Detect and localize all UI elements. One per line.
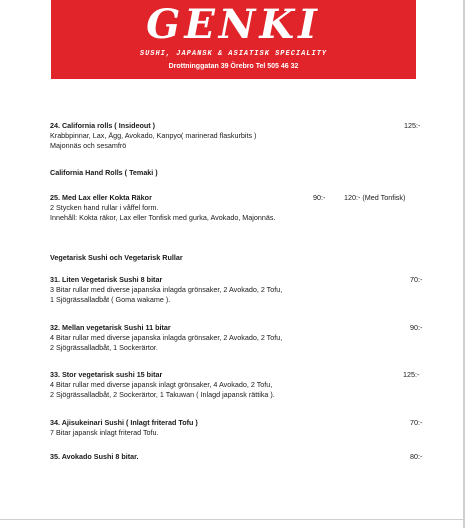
section-heading-hand-rolls: California Hand Rolls ( Temaki ) xyxy=(50,168,158,177)
menu-item-price-alt: 120:- (Med Tonfisk) xyxy=(344,193,406,202)
menu-item-title: 31. Liten Vegetarisk Sushi 8 bitar xyxy=(50,275,163,284)
menu-item-price: 125:- xyxy=(403,370,420,379)
menu-item-31 xyxy=(50,275,282,305)
menu-item-title: 33. Stor vegetarisk sushi 15 bitar xyxy=(50,370,163,379)
restaurant-tagline: SUSHI, JAPANSK & ASIATISK SPECIALITY xyxy=(139,50,328,58)
restaurant-address: Drottninggatan 39 Örebro Tel 505 46 32 xyxy=(168,63,299,70)
menu-item-description: 7 Bitar japansk inlagt friterad Tofu. xyxy=(50,428,159,437)
menu-header-banner xyxy=(51,0,416,79)
menu-item-price: 90:- xyxy=(410,323,423,332)
menu-item-title: 24. California rolls ( Insideout ) xyxy=(50,121,156,130)
section-heading-vegetarian: Vegetarisk Sushi och Vegetarisk Rullar xyxy=(50,253,183,262)
menu-item-35 xyxy=(50,452,139,462)
menu-item-description: 2 Sjögrässalladbåt, 2 Sockerärtor, 1 Takuwan ( Inlagd japansk rättika ). xyxy=(50,390,275,399)
menu-item-34 xyxy=(50,418,198,438)
menu-item-title: 35. Avokado Sushi 8 bitar. xyxy=(50,452,139,461)
menu-item-title: 32. Mellan vegetarisk Sushi 11 bitar xyxy=(50,323,171,332)
menu-item-description: 4 Bitar rullar med diverse japanska inlagda grönsaker, 2 Avokado, 2 Tofu, xyxy=(50,333,283,342)
menu-item-description: 1 Sjögrässalladbåt ( Goma wakame ). xyxy=(50,295,171,304)
menu-item-price: 125:- xyxy=(404,121,421,130)
menu-item-33 xyxy=(50,370,275,400)
menu-item-25 xyxy=(50,193,275,223)
menu-item-description: Innehåll: Kokta räkor, Lax eller Tonfisk med gurka, Avokado, Majonnäs. xyxy=(50,213,276,222)
menu-item-description: 2 Stycken hand rullar i våffel form. xyxy=(50,203,159,212)
menu-item-price: 70:- xyxy=(410,275,423,284)
menu-item-description: 3 Bitar rullar med diverse japanska inlagda grönsaker, 2 Avokado, 2 Tofu, xyxy=(50,285,283,294)
restaurant-logo: GENKI xyxy=(146,1,321,48)
menu-item-description: Krabbpinnar, Lax, Ägg, Avokado, Kanpyo( marinerad flaskurbits ) xyxy=(50,131,257,140)
menu-item-price: 80:- xyxy=(410,452,423,461)
menu-item-price: 70:- xyxy=(410,418,423,427)
menu-item-24 xyxy=(50,121,256,151)
menu-item-description: 4 Bitar rullar med diverse japansk inlagt grönsaker, 4 Avokado, 2 Tofu, xyxy=(50,380,273,389)
menu-item-description: Majonnäs och sesamfrö xyxy=(50,141,127,150)
menu-item-title: 25. Med Lax eller Kokta Räkor xyxy=(50,193,152,202)
menu-item-32 xyxy=(50,323,282,353)
menu-item-price: 90:- xyxy=(313,193,326,202)
page-edge xyxy=(0,519,465,520)
menu-item-title: 34. Ajisukeinari Sushi ( Inlagt friterad Tofu ) xyxy=(50,418,198,427)
page-edge xyxy=(463,0,465,528)
menu-item-description: 2 Sjögrässalladbåt, 1 Sockerärtor. xyxy=(50,343,158,352)
